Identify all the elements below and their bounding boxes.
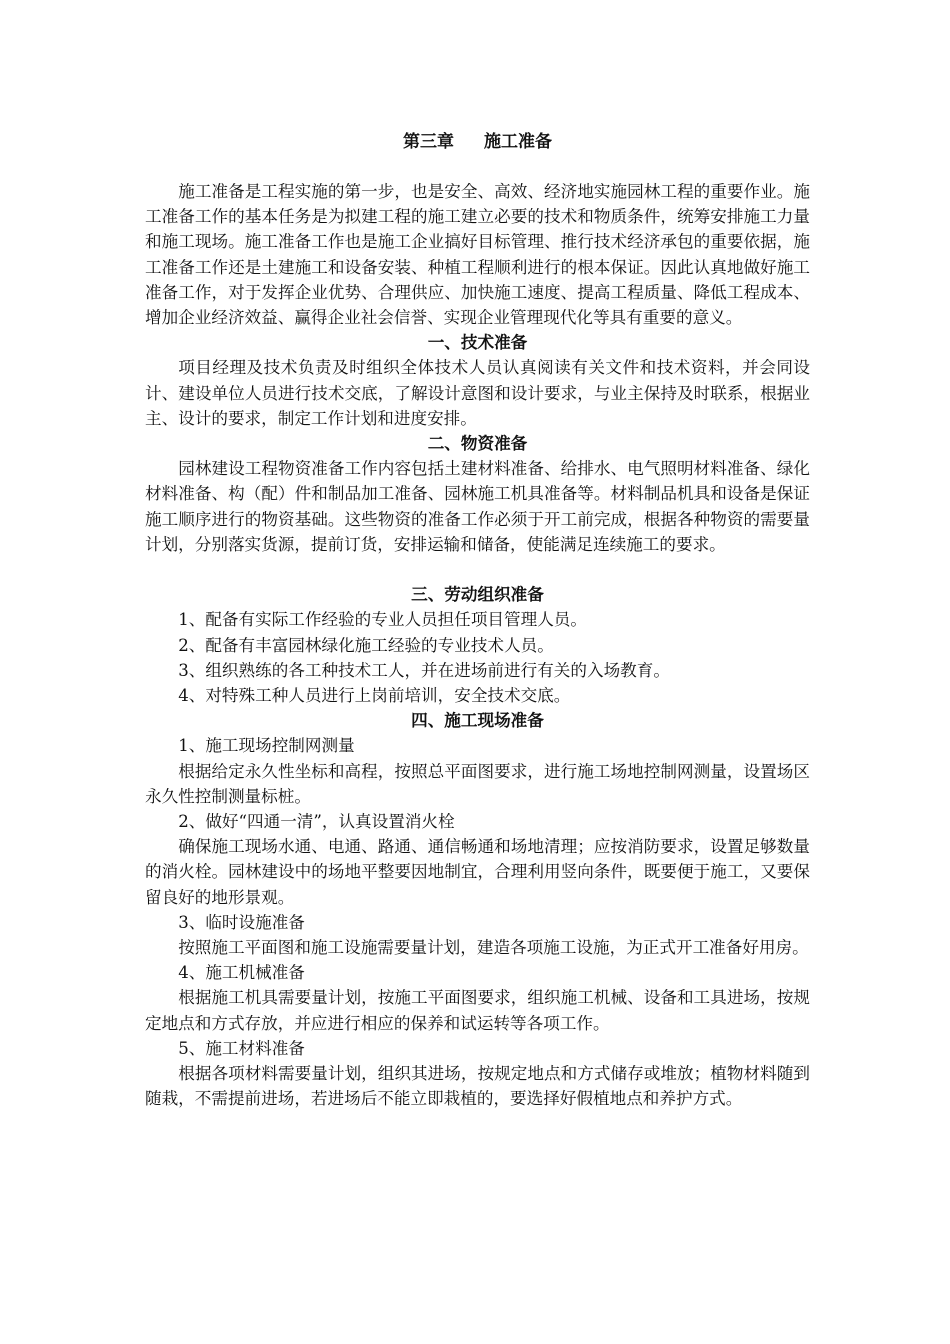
- section-heading-site: 四、施工现场准备: [411, 710, 544, 731]
- chapter-title: [145, 127, 810, 152]
- site-paragraph: 根据给定永久性坐标和高程，按照总平面图要求，进行施工场地控制网测量，设置场区永久性控制测量标桩。: [145, 761, 810, 806]
- labor-item: 2、配备有丰富园林绿化施工经验的专业技术人员。: [178, 635, 554, 655]
- section-heading-material: 二、物资准备: [427, 433, 528, 454]
- site-subheading: 3、临时设施准备: [178, 912, 305, 932]
- section-text-material: 园林建设工程物资准备工作内容包括土建材料准备、给排水、电气照明材料准备、绿化材料准备、构（配）件和制品加工准备、园林施工机具准备等。材料制品机具和设备是保证施工顺序进行的物资基础。这些物资的准备工作必须于开工前完成，根据各种物资的需要量计划，分别落实货源，提前订货，安排运输和储备，使能满足连续施工的要求。: [145, 459, 810, 554]
- site-subheading: 2、做好“四通一清”，认真设置消火栓: [178, 812, 455, 832]
- site-paragraph: 根据施工机具需要量计划，按施工平面图要求，组织施工机械、设备和工具进场，按规定地点和方式存放，并应进行相应的保养和试运转等各项工作。: [145, 988, 810, 1033]
- site-paragraph: 按照施工平面图和施工设施需要量计划，建造各项施工设施，为正式开工准备好用房。: [178, 938, 809, 958]
- site-subheading: 4、施工机械准备: [178, 963, 305, 983]
- site-subheading: 1、施工现场控制网测量: [178, 736, 355, 756]
- labor-item: 4、对特殊工种人员进行上岗前培训，安全技术交底。: [178, 686, 571, 706]
- section-text-tech: 项目经理及技术负责及时组织全体技术人员认真阅读有关文件和技术资料，并会同设计、建设单位人员进行技术交底，了解设计意图和设计要求，与业主保持及时联系，根据业主、设计的要求，制定工作计划和进度安排。: [145, 358, 810, 428]
- section-heading-labor: 三、劳动组织准备: [411, 584, 544, 605]
- site-paragraph: 根据各项材料需要量计划，组织其进场，按规定地点和方式储存或堆放；植物材料随到随栽，不需提前进场，若进场后不能立即栽植的，要选择好假植地点和养护方式。: [145, 1064, 810, 1109]
- site-paragraph: 确保施工现场水通、电通、路通、通信畅通和场地清理；应按消防要求，设置足够数量的消火栓。园林建设中的场地平整要因地制宜，合理利用竖向条件，既要便于施工，又要保留良好的地形景观。: [145, 837, 810, 907]
- site-subheading: 5、施工材料准备: [178, 1038, 305, 1058]
- labor-item: 1、配备有实际工作经验的专业人员担任项目管理人员。: [178, 610, 587, 630]
- chapter-name: 施工准备: [484, 132, 552, 152]
- labor-item: 3、组织熟练的各工种技术工人，并在进场前进行有关的入场教育。: [178, 660, 670, 680]
- blank-line: [145, 557, 810, 582]
- document-body: [145, 179, 810, 1112]
- section-heading-tech: 一、技术准备: [427, 332, 528, 353]
- intro-paragraph: 施工准备是工程实施的第一步，也是安全、高效、经济地实施园林工程的重要作业。施工准备工作的基本任务是为拟建工程的施工建立必要的技术和物质条件，统筹安排施工力量和施工现场。施工准备工作也是施工企业搞好目标管理、推行技术经济承包的重要依据，施工准备工作还是土建施工和设备安装、种植工程顺利进行的根本保证。因此认真地做好施工准备工作，对于发挥企业优势、合理供应、加快施工速度、提高工程质量、降低工程成本、增加企业经济效益、赢得企业社会信誉、实现企业管理现代化等具有重要的意义。: [145, 182, 810, 328]
- chapter-number: 第三章: [403, 132, 454, 152]
